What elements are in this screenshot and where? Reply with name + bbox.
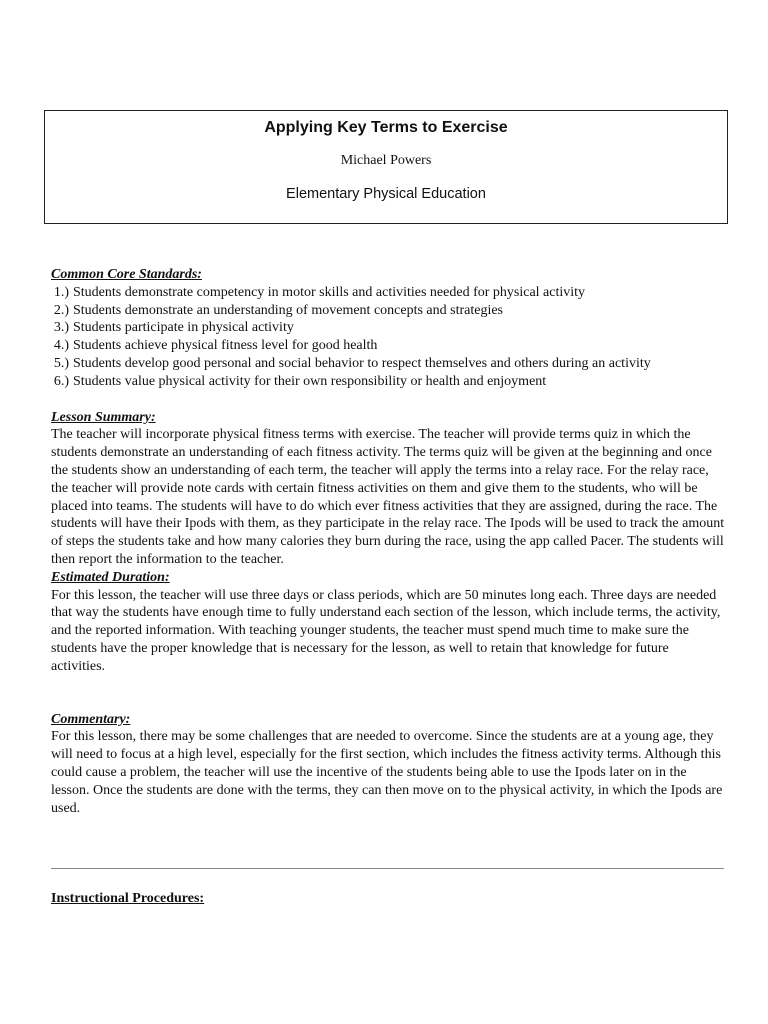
list-item bbox=[51, 319, 726, 337]
summary-text: The teacher will incorporate physical fitness terms with exercise. The teacher will provide terms quiz in which the students demonstrate an understanding of each fitness activity. The terms quiz will be given at the beginning and once the students show an understanding of each term, the teacher will apply the terms into a relay race. For the relay race, the teacher will provide note cards with certain fitness activities on them and give them to the students, who will be placed into teams. The students will have to do which ever fitness activities that they are assigned, during the race. The students will have their Ipods with them, as they participate in the relay race. The Ipods will be used to track the amount of steps the students take and how many calories they burn during the race, using the app called Pacer. The students will then report the information to the teacher. bbox=[51, 427, 725, 567]
standards-heading: Common Core Standards: bbox=[51, 267, 202, 282]
list-number: 1.) bbox=[53, 284, 69, 300]
list-item bbox=[51, 302, 726, 320]
list-text: Students demonstrate an understanding of movement concepts and strategies bbox=[73, 302, 504, 318]
list-item bbox=[51, 355, 726, 373]
summary-heading: Lesson Summary: bbox=[51, 409, 156, 425]
document-title: Applying Key Terms to Exercise bbox=[264, 119, 508, 136]
commentary-text: For this lesson, there may be some challenges that are needed to overcome. Since the students are at a young age, they will need to focus at a high level, especially for the first section, which includes the fitness activity terms. Although this could cause a problem, the teacher will use the incentive of the students being able to use the Ipods later on in the lesson. Once the students are done with the terms, they can then move on to the physical activity, in which the Ipods are used. bbox=[51, 729, 723, 816]
section-divider bbox=[51, 868, 724, 869]
list-number: 5.) bbox=[53, 355, 69, 371]
list-item bbox=[51, 284, 726, 302]
list-number: 4.) bbox=[53, 338, 69, 354]
standards-list bbox=[51, 284, 726, 391]
list-text: Students value physical activity for their own responsibility or health and enjoyment bbox=[73, 373, 547, 389]
list-number: 2.) bbox=[53, 302, 69, 318]
list-text: Students develop good personal and social behavior to respect themselves and others during an activity bbox=[73, 355, 651, 371]
procedures-section bbox=[51, 890, 204, 908]
list-number: 3.) bbox=[53, 320, 69, 336]
procedures-heading: Instructional Procedures: bbox=[51, 891, 205, 906]
duration-heading: Estimated Duration: bbox=[51, 569, 170, 585]
author-name: Michael Powers bbox=[340, 153, 432, 168]
list-number: 6.) bbox=[53, 373, 69, 389]
list-item bbox=[51, 373, 726, 391]
title-box bbox=[44, 110, 728, 224]
commentary-heading: Commentary: bbox=[51, 711, 131, 727]
list-text: Students participate in physical activity bbox=[73, 320, 294, 336]
list-item bbox=[51, 337, 726, 355]
duration-text: For this lesson, the teacher will use three days or class periods, which are 50 minutes long each. Three days are needed that way the students have enough time to fully understand each section of the lesson, which include terms, the activity, and the reported information. With teaching younger students, the teacher must spend much time to make sure the students have the proper knowledge that is necessary for the lesson, as well to retain that knowledge for future activities. bbox=[51, 587, 721, 674]
document-body bbox=[51, 266, 726, 817]
course-name: Elementary Physical Education bbox=[286, 186, 486, 202]
list-text: Students demonstrate competency in motor skills and activities needed for physical activity bbox=[73, 284, 586, 300]
list-text: Students achieve physical fitness level for good health bbox=[73, 338, 378, 354]
